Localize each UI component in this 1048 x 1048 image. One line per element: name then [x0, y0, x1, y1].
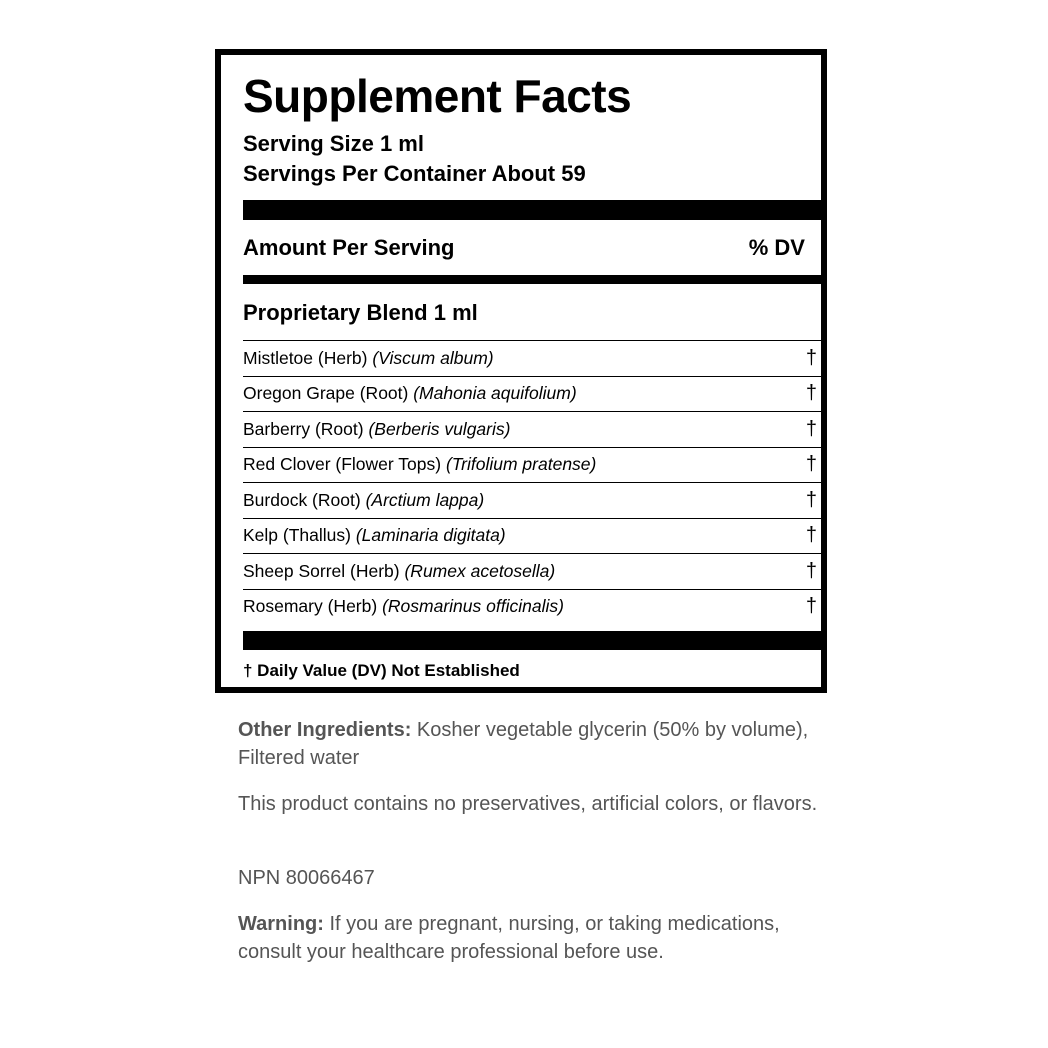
ingredient-latin: (Trifolium pratense) [445, 454, 597, 475]
ingredient-name: Sheep Sorrel (Herb) [243, 560, 400, 581]
warning-label: Warning: [238, 913, 324, 935]
ingredient-dv: † [805, 559, 817, 582]
ingredient-row [243, 340, 823, 376]
proprietary-blend: Proprietary Blend 1 ml [243, 300, 478, 325]
ingredient-dv: † [805, 524, 817, 547]
divider-thick-bottom [243, 631, 823, 650]
ingredient-dv: † [805, 346, 817, 369]
ingredient-row [243, 518, 823, 554]
ingredient-dv: † [805, 453, 817, 476]
supplement-facts-panel [215, 49, 827, 693]
ingredient-name: Oregon Grape (Root) [243, 383, 409, 404]
other-ingredients-text: Kosher vegetable glycerin (50% by volume), Filtered water [238, 719, 809, 769]
ingredient-name: Red Clover (Flower Tops) [243, 454, 442, 475]
ingredient-name: Barberry (Root) [243, 418, 364, 439]
ingredient-row [243, 376, 823, 412]
ingredient-latin: (Arctium lappa) [365, 489, 485, 510]
ingredient-row [243, 411, 823, 447]
npn-number: NPN 80066467 [238, 867, 375, 889]
warning-text: If you are pregnant, nursing, or taking medications, consult your healthcare professional before use. [238, 913, 780, 963]
divider-medium [243, 275, 823, 284]
divider-thick [243, 200, 823, 220]
ingredient-name: Mistletoe (Herb) [243, 347, 368, 368]
ingredient-dv: † [805, 488, 817, 511]
preservatives-note: This product contains no preservatives, artificial colors, or flavors. [238, 793, 818, 815]
ingredient-latin: (Rosmarinus officinalis) [382, 596, 564, 617]
dv-header: % DV [748, 235, 805, 260]
ingredient-latin: (Berberis vulgaris) [368, 418, 511, 439]
ingredient-latin: (Laminaria digitata) [355, 525, 506, 546]
ingredient-row [243, 482, 823, 518]
ingredient-latin: (Rumex acetosella) [404, 560, 556, 581]
ingredient-row [243, 447, 823, 483]
ingredient-dv: † [805, 595, 817, 618]
serving-size: Serving Size 1 ml [243, 131, 424, 156]
ingredient-name: Burdock (Root) [243, 489, 361, 510]
ingredient-name: Kelp (Thallus) [243, 525, 351, 546]
ingredient-row [243, 589, 823, 625]
warning-note [238, 910, 828, 966]
dv-footnote: † Daily Value (DV) Not Established [243, 661, 520, 680]
servings-per-container: Servings Per Container About 59 [243, 161, 586, 186]
other-ingredients-label: Other Ingredients: [238, 719, 412, 741]
ingredient-dv: † [805, 382, 817, 405]
ingredient-row [243, 553, 823, 589]
ingredient-list [243, 340, 823, 624]
ingredient-latin: (Viscum album) [372, 347, 494, 368]
ingredient-latin: (Mahonia aquifolium) [413, 383, 577, 404]
ingredient-name: Rosemary (Herb) [243, 596, 378, 617]
ingredient-dv: † [805, 417, 817, 440]
panel-title: Supplement Facts [243, 70, 632, 122]
amount-per-serving-header: Amount Per Serving [243, 235, 455, 260]
other-ingredients [238, 716, 828, 772]
